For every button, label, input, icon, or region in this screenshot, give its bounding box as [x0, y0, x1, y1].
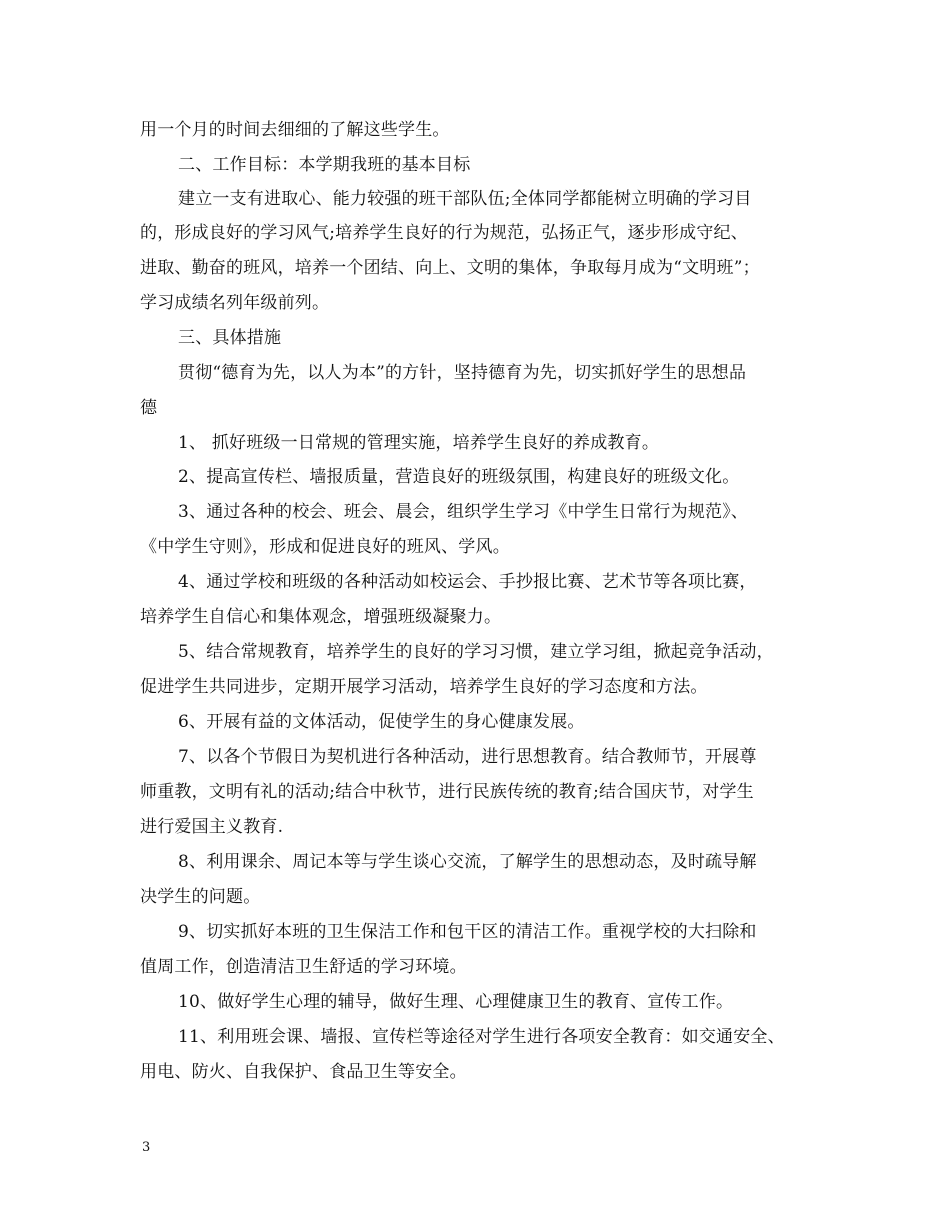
text-line: 德 [140, 398, 158, 418]
list-item: 7、以各个节假日为契机进行各种活动，进行思想教育。结合教师节，开展尊 [178, 747, 757, 767]
text-line: 学习成绩名列年级前列。 [140, 293, 330, 313]
text-line: 促进学生共同进步，定期开展学习活动，培养学生良好的学习态度和方法。 [140, 677, 708, 697]
text-line: 建立一支有进取心、能力较强的班干部队伍;全体同学都能树立明确的学习目 [178, 189, 752, 209]
text-line: 用电、防火、自我保护、食品卫生等安全。 [140, 1062, 467, 1082]
list-item: 2、提高宣传栏、墙报质量，营造良好的班级氛围，构建良好的班级文化。 [178, 467, 740, 487]
section-heading-measures: 三、具体措施 [178, 328, 282, 348]
text-line: 培养学生自信心和集体观念，增强班级凝聚力。 [140, 607, 502, 627]
list-item: 4、通过学校和班级的各种活动如校运会、手抄报比赛、艺术节等各项比赛， [178, 572, 757, 592]
list-item: 10、做好学生心理的辅导，做好生理、心理健康卫生的教育、宣传工作。 [178, 992, 734, 1012]
text-line: 师重教，文明有礼的活动;结合中秋节，进行民族传统的教育;结合国庆节，对学生 [140, 782, 754, 802]
text-line: 用一个月的时间去细细的了解这些学生。 [140, 120, 450, 140]
page-number: 3 [142, 1140, 151, 1155]
section-heading-goals: 二、工作目标：本学期我班的基本目标 [178, 155, 471, 175]
text-line: 《中学生守则》，形成和促进良好的班风、学风。 [140, 537, 510, 557]
list-item: 5、结合常规教育，培养学生的良好的学习习惯，建立学习组，掀起竞争活动， [178, 642, 774, 662]
text-line: 进行爱国主义教育. [140, 817, 284, 837]
text-line: 进取、勤奋的班风，培养一个团结、向上、文明的集体，争取每月成为“文明班”； [140, 258, 760, 278]
list-item: 3、通过各种的校会、班会、晨会，组织学生学习《中学生日常行为规范》、 [178, 502, 749, 522]
text-line: 的，形成良好的学习风气;培养学生良好的行为规范，弘扬正气，逐步形成守纪、 [140, 223, 748, 243]
list-item: 8、利用课余、周记本等与学生谈心交流，了解学生的思想动态，及时疏导解 [178, 852, 757, 872]
text-line: 贯彻“德育为先，以人为本”的方针，坚持德育为先，切实抓好学生的思想品 [178, 363, 747, 383]
list-item: 6、开展有益的文体活动，促使学生的身心健康发展。 [178, 712, 585, 732]
list-item: 9、切实抓好本班的卫生保洁工作和包干区的清洁工作。重视学校的大扫除和 [178, 922, 757, 942]
text-line: 决学生的问题。 [140, 887, 261, 907]
list-item: 11、利用班会课、墙报、宣传栏等途径对学生进行各项安全教育：如交通安全、 [178, 1027, 785, 1047]
list-item: 1、 抓好班级一日常规的管理实施，培养学生良好的养成教育。 [178, 433, 660, 453]
text-line: 值周工作，创造清洁卫生舒适的学习环境。 [140, 957, 467, 977]
